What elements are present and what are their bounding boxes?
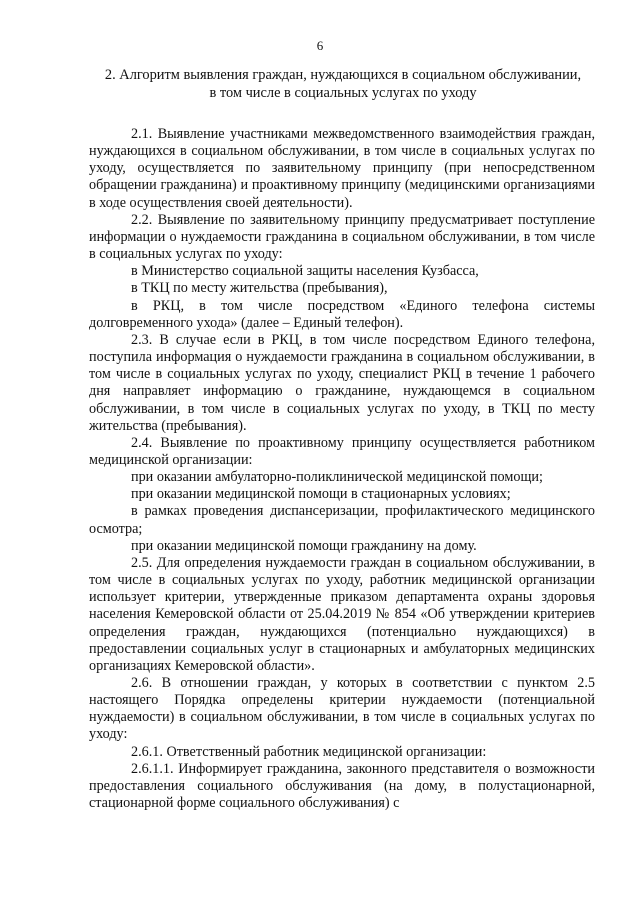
list-item-dispensary: в рамках проведения диспансеризации, профилактического медицинского осмотра; [89, 503, 595, 537]
list-item-ministry: в Министерство социальной защиты населения Кузбасса, [131, 263, 479, 280]
document-body [89, 126, 595, 812]
paragraph-2-4: 2.4. Выявление по проактивному принципу осуществляется работником медицинской организации: [89, 434, 595, 468]
paragraph-2-1: 2.1. Выявление участниками межведомственного взаимодействия граждан, нуждающихся в социальном обслуживании, в том числе в социальных услугах по уходу, осуществляется по заявительному принципу (при непосредственном обращении гражданина) и проактивному принципу (медицинскими организациями в ходе осуществления своей деятельности). [89, 126, 595, 211]
section-heading-line: 2. Алгоритм выявления граждан, нуждающихся в социальном обслуживании, [104, 67, 582, 83]
list-item-home-care: при оказании медицинской помощи гражданину на дому. [131, 537, 477, 554]
section-heading-line: в том числе в социальных услугах по уходу [209, 85, 477, 101]
paragraph-2-3: 2.3. В случае если в РКЦ, в том числе посредством Единого телефона, поступила информация о нуждаемости гражданина в социальном обслуживании, в том числе в социальных услугах по уходу, специалист РКЦ в течение 1 рабочего дня направляет информацию о гражданине, нуждающемся в социальном обслуживании, в том числе в социальных услугах по уходу, в ТКЦ по месту жительства (пребывания). [89, 331, 595, 434]
list-item-tkc: в ТКЦ по месту жительства (пребывания), [131, 280, 388, 297]
paragraph-2-6: 2.6. В отношении граждан, у которых в соответствии с пунктом 2.5 настоящего Порядка определены критерии нуждаемости (потенциальной нуждаемости) в социальном обслуживании, в том числе в социальных услугах по уходу: [89, 675, 595, 743]
paragraph-2-6-1-1: 2.6.1.1. Информирует гражданина, законного представителя о возможности предоставления социального обслуживания (на дому, в полустационарной, стационарной форме социального обслуживания) с [89, 760, 595, 812]
paragraph-2-5: 2.5. Для определения нуждаемости граждан в социальном обслуживании, в том числе в социальных услугах по уходу, работник медицинской организации использует критерии, утвержденные приказом департамента охраны здоровья населения Кемеровской области от 25.04.2019 № 854 «Об утверждении критериев определения граждан, нуждающихся (потенциально нуждающихся) в предоставлении социальных услуг в стационарных и амбулаторных медицинских организациях Кемеровской области». [89, 554, 595, 674]
list-item-outpatient: при оказании амбулаторно-поликлинической медицинской помощи; [131, 469, 543, 486]
section-heading [80, 66, 606, 102]
list-item-inpatient: при оказании медицинской помощи в стационарных условиях; [131, 486, 511, 503]
paragraph-2-6-1: 2.6.1. Ответственный работник медицинской организации: [131, 743, 487, 760]
list-item-rkc: в РКЦ, в том числе посредством «Единого телефона системы долговременного ухода» (далее – Единый телефон). [89, 297, 595, 331]
paragraph-2-2: 2.2. Выявление по заявительному принципу предусматривает поступление информации о нуждаемости гражданина в социальном обслуживании, в том числе в социальных услугах по уходу: [89, 211, 595, 263]
page-number: 6 [316, 38, 324, 53]
